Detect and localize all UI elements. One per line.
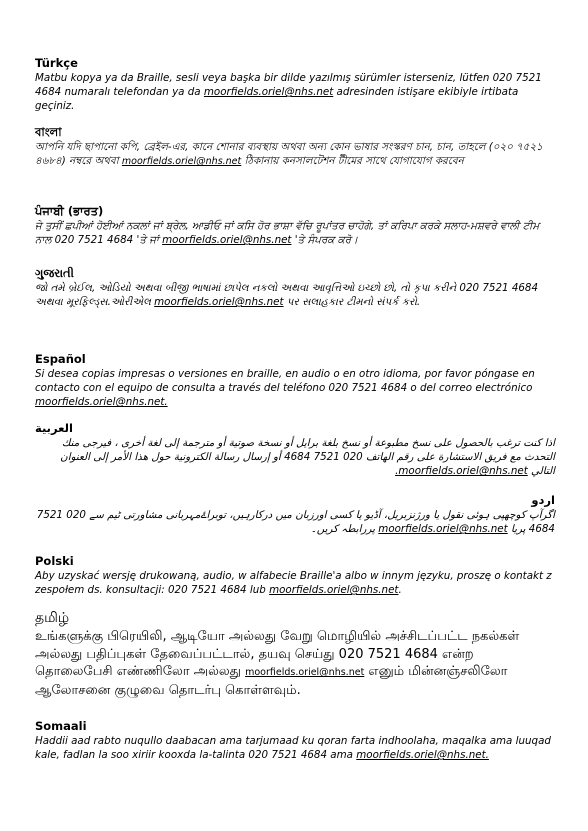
email-link[interactable]: moorfields.oriel@nhs.net: [269, 584, 399, 597]
section-title: Español: [35, 352, 86, 366]
section-text: உங்களுக்கு பிரெயிலி, ஆடியோ அல்லது வேறு மொழியில் அச்சிடப்பட்ட நகல்கள் அல்லது பதிப்புகள் தேவைப்பட்டால், தயவு செய்து 020 7521 4684 என்ற தொலைபேசி எண்ணிலோ அல்லது moorfields.oriel@nhs.net எனும் மின்னஞ்சலிலோ ஆலோசனை குழுவை தொடர்பு கொள்ளவும்.: [35, 629, 520, 698]
section-text: Aby uzyskać wersję drukowaną, audio, w alfabecie Braille'a albo w innym języku, proszę o kontakt z zespołem ds. konsultacji: 020 7521 4684 lub moorfields.oriel@nhs.net.: [35, 570, 552, 597]
section-polish: [35, 554, 555, 597]
section-text: જો તમે બ્રેઈલ, ઓડિયો અથવા બીજી ભાષામાં છાપેલ નકલો અથવા આવૃત્તિઓ ઇચ્છો છો, તો કૃપા કરીને 020 7521 4684 અથવા મૂરફિલ્ડ્સ.ઓરીએલ moorfields.oriel@nhs.net પર સલાહકાર ટીમનો સંપર્ક કરો.: [35, 282, 539, 309]
section-title: Polski: [35, 554, 74, 568]
section-turkish: [35, 56, 555, 114]
section-somali: [35, 719, 555, 762]
section-spanish: [35, 352, 555, 410]
section-title: தமிழ்: [35, 610, 70, 626]
section-text: اگرآپ کوچھپی ہوئی نقول یا ورژنزبریل، آڈیو یا کسی اورزبان میں درکارہیں، توبراۓمہربانی مشاورتی ٹیم سے 020 7521 4684 پریا moorfields.oriel@nhs.net پررابطہ کریں۔: [36, 509, 555, 536]
section-text: Si desea copias impresas o versiones en braille, en audio o en otro idioma, por favor póngase en contacto con el equipo de consulta a través del teléfono 020 7521 4684 o del correo electrónico moorfields.oriel@nhs.net.: [35, 368, 535, 409]
email-link[interactable]: moorfields.oriel@nhs.net.: [35, 396, 168, 409]
section-title: اردو: [531, 493, 555, 507]
email-link[interactable]: moorfields.oriel@nhs.net: [162, 234, 292, 247]
email-link[interactable]: moorfields.oriel@nhs.net: [245, 667, 365, 679]
section-urdu: [35, 493, 555, 536]
email-link[interactable]: moorfields.oriel@nhs.net: [203, 86, 334, 99]
section-text: Matbu kopya ya da Braille, sesli veya başka bir dilde yazılmış sürümler isterseniz, lütfen 020 7521 4684 numaralı telefondan ya da moorfields.oriel@nhs.net adresinden istişare ekibiyle irtibata geçiniz.: [35, 72, 542, 113]
section-arabic: [35, 421, 555, 479]
section-tamil: [35, 610, 555, 699]
email-link[interactable]: moorfields.oriel@nhs.net.: [356, 749, 489, 762]
section-title: Türkçe: [35, 56, 78, 70]
email-link[interactable]: moorfields.oriel@nhs.net: [154, 296, 284, 309]
section-title: Somaali: [35, 719, 87, 733]
section-text: Haddii aad rabto nuqullo daabacan ama tarjumaad ku qoran farta indhoolaha, maqalka ama luuqad kale, fadlan la soo xiriir kooxda la-talinta 020 7521 4684 ama moorfields.oriel@nhs.net.: [35, 735, 551, 762]
email-link[interactable]: moorfields.oriel@nhs.net: [378, 523, 508, 536]
section-gujarati: [35, 266, 555, 309]
section-text: ਜੇ ਤੁਸੀਂ ਛਪੀਆਂ ਹੋਈਆਂ ਨਕਲਾਂ ਜਾਂ ਬ੍ਰੇਲ, ਆਡੀਓ ਜਾਂ ਕਸਿ ਹੋਰ ਭਾਸ਼ਾ ਵੱਚਿ ਰੂਪਾਂਤਰ ਚਾਹੋਗੇ, ਤਾਂ ਕਰਿਪਾ ਕਰਕੇ ਸਲਾਹ-ਮਸ਼ਵਰੇ ਵਾਲੀ ਟੀਮ ਨਾਲ 020 7521 4684 'ਤੇ ਜਾਂ moorfields.oriel@nhs.net 'ਤੇ ਸੰਪਰਕ ਕਰੋ।: [35, 220, 540, 247]
section-text: اذا كنت ترغب بالحصول على نسخ مطبوعة أو نسخ بلغة برايل أو نسخة صوتية أو مترجمة إلى لغة أخرى ، فيرجى منك التحدث مع فريق الاستشارة على رقم الهاتف 020 7521 4684 أو إرسال رسالة الكترونية حول هذا الأمر إلى العنوان التالي moorfields.oriel@nhs.net.: [60, 437, 555, 478]
section-title: ગુજરાતી: [35, 266, 74, 280]
email-link[interactable]: moorfields.oriel@nhs.net: [121, 156, 242, 168]
email-link[interactable]: moorfields.oriel@nhs.net.: [395, 465, 528, 478]
section-title: ਪੰਜਾਬੀ (ਭਾਰਤ): [35, 204, 104, 218]
section-text: আপনি যদি ছাপানো কপি, ব্রেইল-এর, কানে শোনার ব্যবস্থায় অথবা অন্য কোন ভাষার সংস্করণ চান, চান, তাহলে (০২০ ৭৫২১ ৪৬৮৪) নম্বরে অথবা moorfields.oriel@nhs.net ঠিকানায় কনসালটেশন টীমের সাথে যোগাযোগ করবেন: [35, 141, 543, 168]
section-title: العربية: [35, 421, 73, 435]
section-bengali: [35, 125, 555, 169]
section-punjabi: [35, 204, 555, 247]
section-title: বাংলা: [35, 125, 62, 139]
